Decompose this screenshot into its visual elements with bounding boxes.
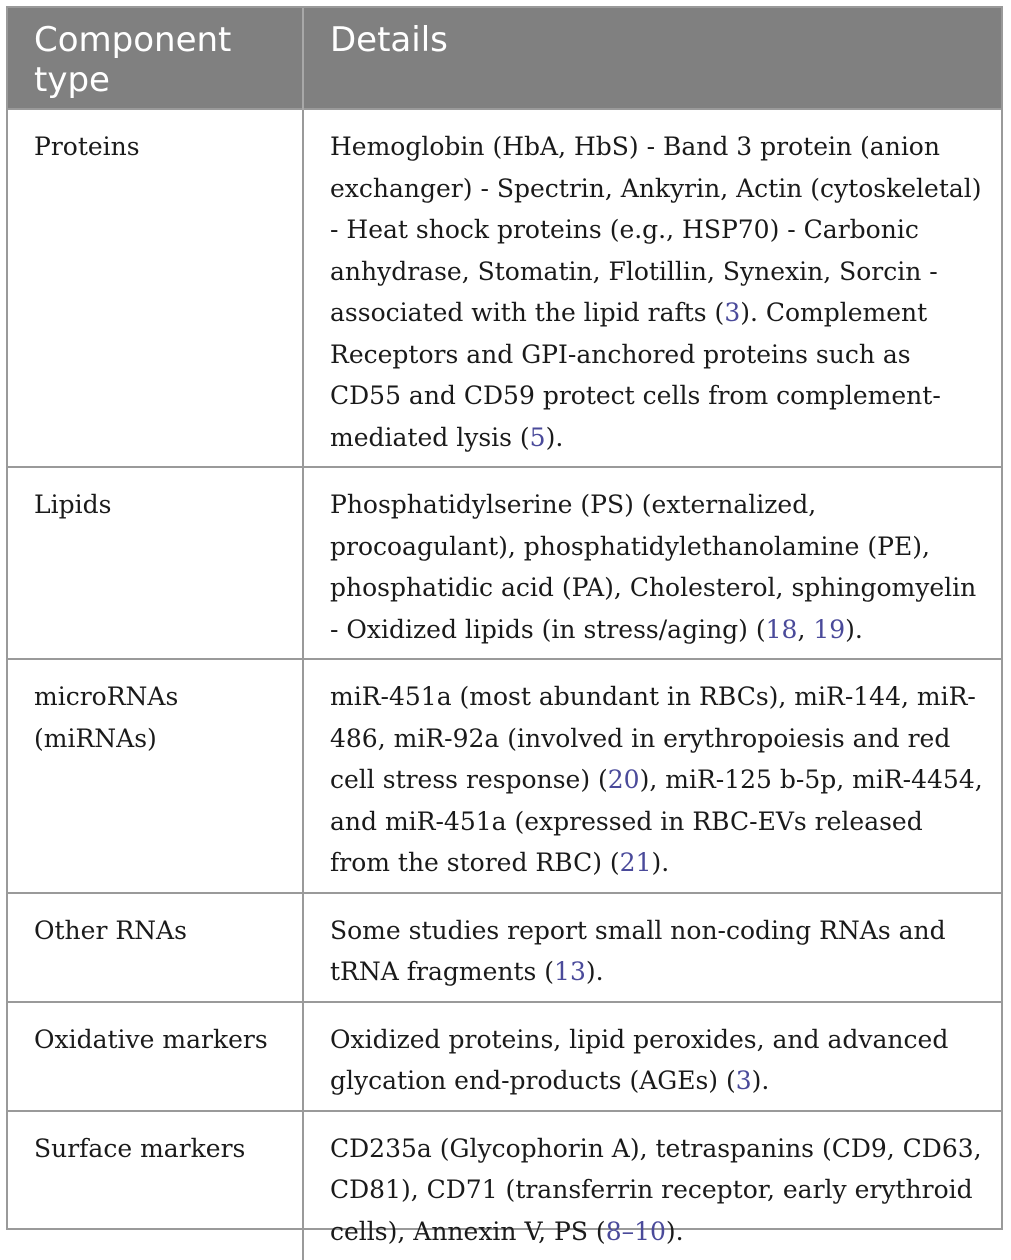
details-text: CD235a (Glycophorin A), tetraspanins (CD9, CD63, CD81), CD71 (transferrin receptor, early erythroid cells), Annexin V, PS ( (330, 1134, 982, 1246)
details-text: ). (666, 1217, 684, 1246)
details-cell (303, 1111, 1001, 1260)
table-row (8, 659, 1001, 893)
component-type-cell: Oxidative markers (8, 1002, 303, 1111)
details-text: ). (546, 423, 564, 452)
reference-link[interactable]: 3 (724, 298, 740, 327)
component-type-cell: microRNAs (miRNAs) (8, 659, 303, 893)
table-row (8, 467, 1001, 659)
details-text: ), miR-125 b-5p, miR-4454, and miR-451a (expressed in RBC-EVs released from the stored RBC) ( (330, 765, 983, 877)
reference-link[interactable]: 21 (620, 848, 652, 877)
component-type-cell: Proteins (8, 109, 303, 467)
reference-link[interactable]: 8–10 (606, 1217, 666, 1246)
component-type-cell: Lipids (8, 467, 303, 659)
details-cell (303, 893, 1001, 1002)
details-cell (303, 467, 1001, 659)
reference-link[interactable]: 3 (736, 1066, 752, 1095)
header-row (8, 8, 1001, 109)
table-row (8, 893, 1001, 1002)
components-table (8, 8, 1001, 1260)
details-text: miR-451a (most abundant in RBCs), miR-144, miR-486, miR-92a (involved in erythropoiesis and red cell stress response) ( (330, 682, 976, 794)
component-type-cell: Surface markers (8, 1111, 303, 1260)
header-details: Details (303, 8, 1001, 109)
details-cell (303, 659, 1001, 893)
details-cell (303, 109, 1001, 467)
reference-link[interactable]: 20 (608, 765, 640, 794)
reference-link[interactable]: 18 (766, 615, 798, 644)
reference-link[interactable]: 13 (554, 957, 586, 986)
table-row (8, 1111, 1001, 1260)
details-text: Oxidized proteins, lipid peroxides, and advanced glycation end-products (AGEs) ( (330, 1025, 948, 1096)
component-type-cell: Other RNAs (8, 893, 303, 1002)
details-text: , (797, 615, 813, 644)
details-text: Phosphatidylserine (PS) (externalized, procoagulant), phosphatidylethanolamine (PE), phosphatidic acid (PA), Cholesterol, sphingomyelin - Oxidized lipids (in stress/aging) ( (330, 490, 976, 644)
details-text: Some studies report small non-coding RNAs and tRNA fragments ( (330, 916, 946, 987)
table-row (8, 1002, 1001, 1111)
details-text: ). (752, 1066, 770, 1095)
reference-link[interactable]: 5 (530, 423, 546, 452)
header-component-type: Component type (8, 8, 303, 109)
details-cell (303, 1002, 1001, 1111)
details-text: ). Complement Receptors and GPI-anchored proteins such as CD55 and CD59 protect cells from complement-mediated lysis ( (330, 298, 941, 452)
data-table-container (6, 6, 1003, 1230)
table-body (8, 109, 1001, 1260)
details-text: Hemoglobin (HbA, HbS) - Band 3 protein (anion exchanger) - Spectrin, Ankyrin, Actin (cytoskeletal) - Heat shock proteins (e.g., HSP70) - Carbonic anhydrase, Stomatin, Flotillin, Synexin, Sorcin - associated with the lipid rafts ( (330, 132, 982, 327)
details-text: ). (651, 848, 669, 877)
details-text: ). (586, 957, 604, 986)
table-row (8, 109, 1001, 467)
details-text: ). (845, 615, 863, 644)
table-header (8, 8, 1001, 109)
reference-link[interactable]: 19 (813, 615, 845, 644)
